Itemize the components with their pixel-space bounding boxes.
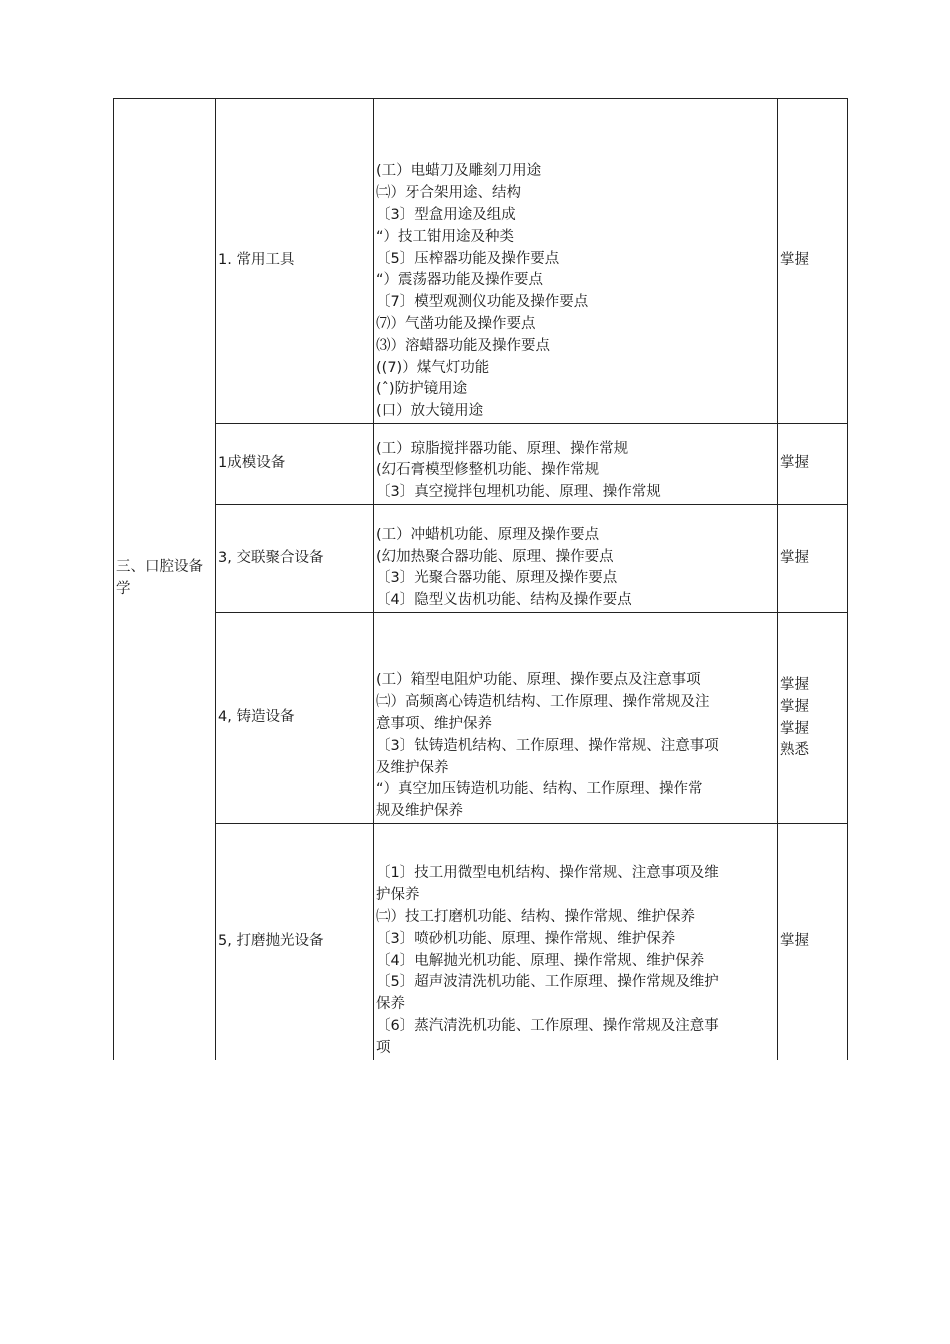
requirement-level: 掌握 bbox=[780, 549, 809, 566]
list-item: (工）琼脂搅拌器功能、原理、操作常规 bbox=[376, 440, 629, 457]
list-item: 护保养 bbox=[376, 887, 420, 904]
requirement-level: 掌握 bbox=[780, 932, 809, 949]
list-item: 〔4〕隐型义齿机功能、结构及操作要点 bbox=[376, 592, 632, 609]
topic-cell bbox=[216, 424, 374, 505]
topic-label: 4, 铸造设备 bbox=[218, 709, 295, 726]
list-item: 〔1〕技工用微型电机结构、操作常规、注意事项及维 bbox=[376, 865, 719, 882]
requirement-level: 掌握 bbox=[780, 252, 809, 269]
requirement-cell bbox=[778, 505, 848, 613]
syllabus-table bbox=[113, 98, 848, 1060]
list-item: (工）冲蜡机功能、原理及操作要点 bbox=[376, 526, 600, 543]
chapter-cell bbox=[114, 99, 216, 1060]
topic-label: 1成模设备 bbox=[218, 455, 286, 472]
list-item: ⑶）溶蜡器功能及操作要点 bbox=[376, 337, 550, 354]
table-row bbox=[114, 613, 848, 824]
list-item: 〔3〕光聚合器功能、原理及操作要点 bbox=[376, 570, 618, 587]
topic-label: 1. 常用工具 bbox=[218, 252, 295, 269]
list-item: “）技工钳用途及种类 bbox=[376, 228, 515, 245]
requirement-cell bbox=[778, 99, 848, 424]
list-item: 项 bbox=[376, 1039, 391, 1056]
requirement-level: 掌握 bbox=[780, 698, 809, 715]
table-row bbox=[114, 99, 848, 424]
list-item: 〔6〕蒸汽清洗机功能、工作原理、操作常规及注意事 bbox=[376, 1017, 719, 1034]
list-item: 〔3〕型盒用途及组成 bbox=[376, 207, 516, 224]
list-item: (幻石膏模型修整机功能、操作常规 bbox=[376, 462, 600, 479]
list-item: ㈡）高频离心铸造机结构、工作原理、操作常规及注 bbox=[376, 694, 710, 711]
topic-cell bbox=[216, 824, 374, 1060]
list-item: (幻加热聚合器功能、原理、操作要点 bbox=[376, 548, 614, 565]
requirement-cell bbox=[778, 424, 848, 505]
content-cell bbox=[374, 824, 778, 1060]
table-row bbox=[114, 505, 848, 613]
list-item: (口）放大镜用途 bbox=[376, 403, 484, 420]
list-item: 保养 bbox=[376, 996, 405, 1013]
content-cell bbox=[374, 424, 778, 505]
requirement-cell bbox=[778, 824, 848, 1060]
list-item: “）真空加压铸造机功能、结构、工作原理、操作常 bbox=[376, 781, 703, 798]
requirement-level: 掌握 bbox=[780, 455, 809, 472]
requirement-level: 掌握 bbox=[780, 720, 809, 737]
table-row bbox=[114, 424, 848, 505]
topic-cell bbox=[216, 99, 374, 424]
list-item: ⑺）气凿功能及操作要点 bbox=[376, 316, 536, 333]
list-item: ((7)）煤气灯功能 bbox=[376, 359, 490, 376]
list-item: 〔3〕喷砂机功能、原理、操作常规、维护保养 bbox=[376, 930, 676, 947]
topic-label: 3, 交联聚合设备 bbox=[218, 549, 324, 566]
topic-cell bbox=[216, 505, 374, 613]
list-item: 〔3〕真空搅拌包埋机功能、原理、操作常规 bbox=[376, 484, 661, 501]
list-item: 意事项、维护保养 bbox=[376, 716, 492, 733]
content-cell bbox=[374, 613, 778, 824]
topic-label: 5, 打磨抛光设备 bbox=[218, 932, 324, 949]
list-item: (工）电蜡刀及雕刻刀用途 bbox=[376, 163, 542, 180]
list-item: ㈡）技工打磨机功能、结构、操作常规、维护保养 bbox=[376, 908, 695, 925]
list-item: (ˆ)防护镜用途 bbox=[376, 381, 468, 398]
list-item: (工）箱型电阻炉功能、原理、操作要点及注意事项 bbox=[376, 672, 701, 689]
list-item: 规及维护保养 bbox=[376, 803, 463, 820]
requirement-level: 掌握 bbox=[780, 677, 809, 693]
list-item: “）震荡器功能及操作要点 bbox=[376, 272, 544, 289]
chapter-title: 三、口腔设备学 bbox=[116, 559, 203, 598]
content-cell bbox=[374, 505, 778, 613]
list-item: 〔3〕钛铸造机结构、工作原理、操作常规、注意事项 bbox=[376, 737, 719, 754]
requirement-level: 熟悉 bbox=[780, 742, 809, 759]
list-item: 〔5〕超声波清洗机功能、工作原理、操作常规及维护 bbox=[376, 974, 719, 991]
list-item: ㈡）牙合架用途、结构 bbox=[376, 185, 521, 202]
topic-cell bbox=[216, 613, 374, 824]
list-item: 及维护保养 bbox=[376, 759, 449, 776]
list-item: 〔5〕压榨器功能及操作要点 bbox=[376, 250, 560, 267]
content-cell bbox=[374, 99, 778, 424]
table-row bbox=[114, 824, 848, 1060]
requirement-cell bbox=[778, 613, 848, 824]
list-item: 〔7〕模型观测仪功能及操作要点 bbox=[376, 294, 589, 311]
list-item: 〔4〕电解抛光机功能、原理、操作常规、维护保养 bbox=[376, 952, 705, 969]
